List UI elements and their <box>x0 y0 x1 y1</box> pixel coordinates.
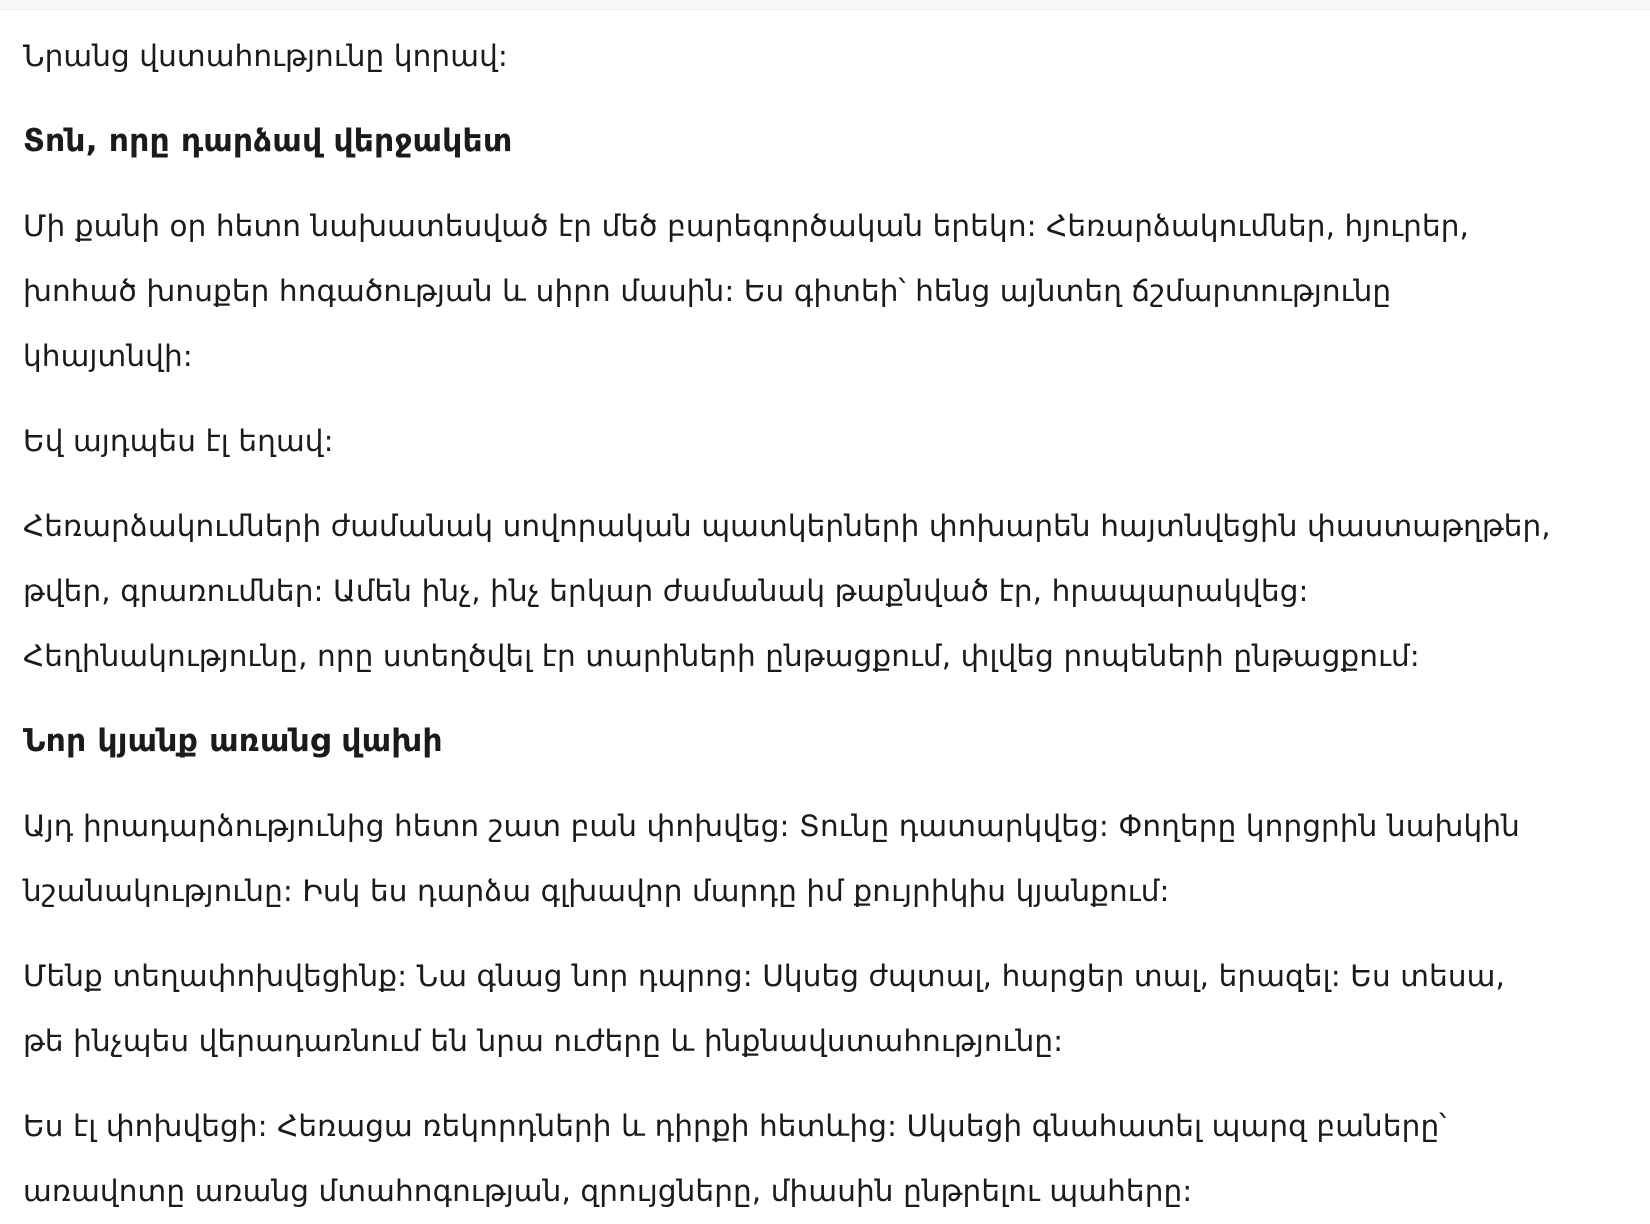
paragraph: Ես էլ փոխվեցի: Հեռացա ռեկորդների և դիրքի հետևից: Սկսեցի գնահատել պարզ բաները՝ առավոտը առանց մտահոգության, զրույցները, միասին ընթրելու պահերը: <box>23 1109 1447 1208</box>
paragraph: Եվ այդպես էլ եղավ: <box>23 424 334 458</box>
paragraph: Նրանց վստահությունը կորավ: <box>23 39 508 73</box>
top-toolbar-edge <box>0 0 1650 10</box>
paragraph: Այդ իրադարձությունից հետո շատ բան փոխվեց: Տունը դատարկվեց: Փողերը կորցրին նախկին նշանակությունը: Իսկ ես դարձա գլխավոր մարդը իմ քույրիկիս կյանքում: <box>23 809 1520 908</box>
section-heading: Նոր կյանք առանց վախի <box>23 723 443 759</box>
article-body <box>0 10 1577 1224</box>
paragraph: Մի քանի օր հետո նախատեսված էր մեծ բարեգործական երեկո: Հեռարձակումներ, հյուրեր, խոհած խոսքեր հոգածության և սիրո մասին: Ես գիտեի՝ հենց այնտեղ ճշմարտությունը կհայտնվի: <box>23 209 1470 373</box>
paragraph: Մենք տեղափոխվեցինք: Նա գնաց նոր դպրոց: Սկսեց ժպտալ, հարցեր տալ, երազել: Ես տեսա, թե ինչպես վերադառնում են նրա ուժերը և ինքնավստահությունը: <box>23 959 1505 1058</box>
paragraph: Հեռարձակումների ժամանակ սովորական պատկերների փոխարեն հայտնվեցին փաստաթղթեր, թվեր, գրառումներ: Ամեն ինչ, ինչ երկար ժամանակ թաքնված էր, հրապարակվեց: Հեղինակությունը, որը ստեղծվել էր տարիների ընթացքում, փլվեց րոպեների ընթացքում: <box>23 509 1551 673</box>
section-heading: Տոն, որը դարձավ վերջակետ <box>23 123 513 159</box>
